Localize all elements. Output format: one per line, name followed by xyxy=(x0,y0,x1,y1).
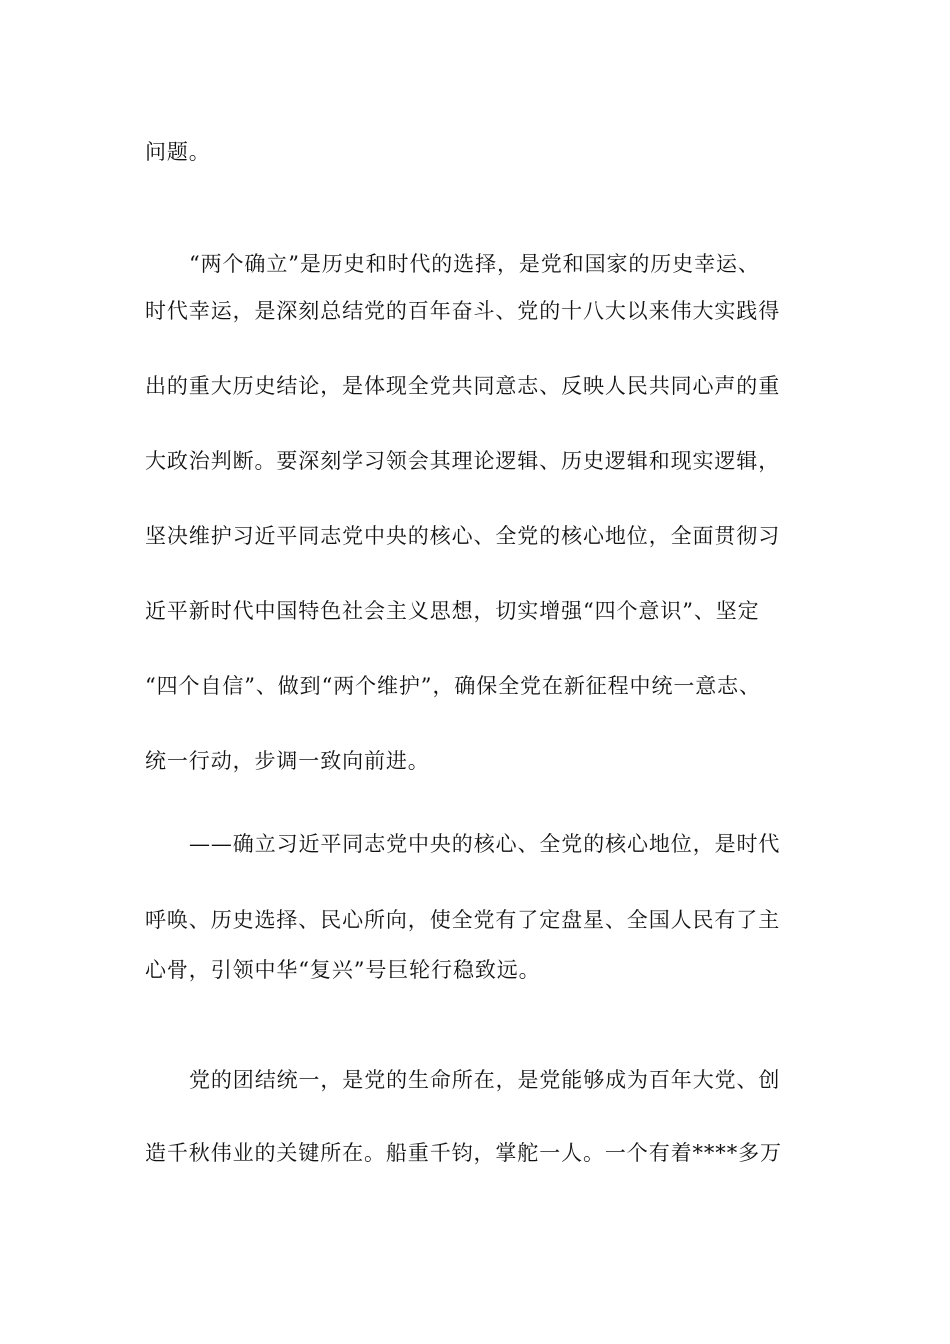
text-line: “四个自信”、做到“两个维护”，确保全党在新征程中统一意志、 xyxy=(145,674,761,698)
text-line: 造千秋伟业的关键所在。船重千钧，掌舵一人。一个有着****多万 xyxy=(145,1141,782,1165)
text-line: 大政治判断。要深刻学习领会其理论逻辑、历史逻辑和现实逻辑， xyxy=(145,449,781,473)
text-line: 时代幸运，是深刻总结党的百年奋斗、党的十八大以来伟大实践得 xyxy=(145,299,781,323)
text-line: 坚决维护习近平同志党中央的核心、全党的核心地位，全面贯彻习 xyxy=(145,524,781,548)
text-line: 统一行动，步调一致向前进。 xyxy=(145,749,430,773)
paragraph-first-line: “两个确立”是历史和时代的选择，是党和国家的历史幸运、 xyxy=(189,252,760,276)
paragraph-first-line: 党的团结统一，是党的生命所在，是党能够成为百年大党、创 xyxy=(189,1068,781,1092)
paragraph-first-line: ——确立习近平同志党中央的核心、全党的核心地位，是时代 xyxy=(189,832,781,856)
text-line: 近平新时代中国特色社会主义思想，切实增强“四个意识”、坚定 xyxy=(145,599,760,623)
text-line: 出的重大历史结论，是体现全党共同意志、反映人民共同心声的重 xyxy=(145,374,781,398)
text-line: 呼唤、历史选择、民心所向，使全党有了定盘星、全国人民有了主 xyxy=(145,908,781,932)
text-line: 问题。 xyxy=(145,140,211,164)
text-line: 心骨，引领中华“复兴”号巨轮行稳致远。 xyxy=(145,958,541,982)
